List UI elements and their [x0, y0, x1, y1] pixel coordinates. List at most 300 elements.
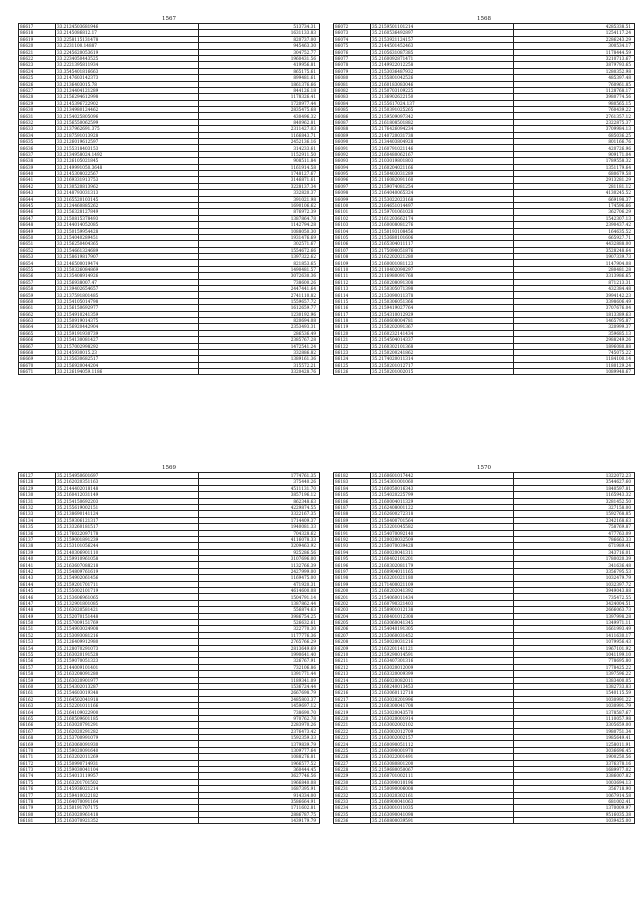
- row-id-cell: 86099: [334, 196, 371, 202]
- row-id-cell: 86647: [19, 215, 56, 221]
- code-cell: 35.2160050016343: [371, 485, 514, 491]
- row-id-cell: 86093: [334, 158, 371, 164]
- code-cell: 35.2163001011035: [371, 805, 514, 811]
- value-cell: 1088276.81: [199, 754, 320, 760]
- value-cell: 1383400.05: [514, 677, 635, 683]
- code-cell: 33.2156920442904: [56, 324, 199, 330]
- value-cell: 899481.61: [199, 75, 320, 81]
- row-id-cell: 86096: [334, 177, 371, 183]
- code-cell: 33.2154130081427: [56, 337, 199, 343]
- code-cell: 35.2160092871471: [371, 55, 514, 61]
- value-cell: 1169475.00: [199, 575, 320, 581]
- row-id-cell: 86202: [334, 600, 371, 606]
- value-cell: 1780020.39: [514, 556, 635, 562]
- code-cell: 35.2144402018148: [56, 485, 199, 491]
- code-cell: 35.2160204021166: [371, 164, 514, 170]
- row-id-cell: 86159: [19, 677, 56, 683]
- value-cell: 2427999.00: [199, 568, 320, 574]
- row-id-cell: 86639: [19, 164, 56, 170]
- code-cell: 35.2164502041918: [56, 696, 199, 702]
- row-id-cell: 86126: [334, 369, 371, 375]
- value-cell: 1280352.98: [514, 68, 635, 74]
- value-cell: 4116078.33: [199, 536, 320, 542]
- code-cell: 35.2154950601697: [56, 473, 199, 479]
- row-id-cell: 86227: [334, 760, 371, 766]
- code-cell: 35.2150400701564: [371, 517, 514, 523]
- table-row: [19, 818, 320, 824]
- value-cell: 1397998.28: [514, 613, 635, 619]
- value-cell: 1032479.79: [514, 575, 635, 581]
- row-id-cell: 86141: [19, 562, 56, 568]
- row-id-cell: 86232: [334, 792, 371, 798]
- code-cell: 35.2150202091367: [371, 324, 514, 330]
- value-cell: 3386007.82: [514, 773, 635, 779]
- row-id-cell: 86101: [334, 209, 371, 215]
- code-cell: 35.2145936021214: [56, 786, 199, 792]
- row-id-cell: 86233: [334, 798, 371, 804]
- value-cell: 1378587.67: [514, 709, 635, 715]
- row-id-cell: 86156: [19, 658, 56, 664]
- row-id-cell: 86074: [334, 36, 371, 42]
- row-id-cell: 86128: [19, 479, 56, 485]
- value-cell: 1536724.44: [199, 683, 320, 689]
- value-cell: 2283970.26: [199, 722, 320, 728]
- value-cell: 914334.00: [199, 792, 320, 798]
- data-table: [18, 472, 320, 824]
- code-cell: 35.2165304011117: [371, 241, 514, 247]
- row-id-cell: 86177: [19, 792, 56, 798]
- value-cell: 2353493.31: [199, 324, 320, 330]
- value-cell: 332886.82: [199, 349, 320, 355]
- table-title: 1570: [477, 465, 491, 471]
- value-cell: 477763.09: [514, 530, 635, 536]
- code-cell: 33.2124503681946: [56, 24, 199, 30]
- code-cell: 33.2126019612597: [56, 139, 199, 145]
- value-cell: 1003694.13: [514, 779, 635, 785]
- value-cell: 2667698.79: [199, 690, 320, 696]
- quadrant-table: [18, 15, 320, 375]
- table-title: 1568: [477, 16, 491, 22]
- code-cell: 35.2160608004781: [371, 317, 514, 323]
- row-id-cell: 86667: [19, 343, 56, 349]
- code-cell: 35.2174020011314: [371, 356, 514, 362]
- value-cell: 3320428.76: [199, 369, 320, 375]
- code-cell: 33.2150326084869: [56, 266, 199, 272]
- value-cell: 1661993.49: [514, 626, 635, 632]
- code-cell: 33.2154910241359: [56, 311, 199, 317]
- code-cell: 33.2150919014375: [56, 317, 199, 323]
- row-id-cell: 86107: [334, 247, 371, 253]
- code-cell: 33.2155318403153: [56, 145, 199, 151]
- row-id-cell: 86187: [334, 504, 371, 510]
- value-cell: 1147904.08: [514, 260, 635, 266]
- code-cell: 35.2163020191528: [56, 651, 199, 657]
- row-id-cell: 86218: [334, 703, 371, 709]
- code-cell: 35.2134403804928: [371, 139, 514, 145]
- row-id-cell: 86623: [19, 62, 56, 68]
- value-cell: 1980751.34: [514, 728, 635, 734]
- code-cell: 35.2160900041063: [371, 798, 514, 804]
- code-cell: 35.2160302101368: [371, 343, 514, 349]
- value-cell: 356718.90: [514, 786, 635, 792]
- value-cell: 3036696.45: [514, 747, 635, 753]
- value-cell: 871213.31: [514, 279, 635, 285]
- code-cell: 35.2155801042526: [371, 75, 514, 81]
- row-id-cell: 86161: [19, 690, 56, 696]
- code-cell: 33.2156550062599: [56, 119, 199, 125]
- code-cell: 35.2162020351163: [56, 479, 199, 485]
- code-cell: 35.2163208091280: [56, 671, 199, 677]
- code-cell: 33.2124460885262: [56, 202, 199, 208]
- value-cell: 3209463.92: [199, 543, 320, 549]
- row-id-cell: 86100: [334, 202, 371, 208]
- value-cell: 341636.48: [514, 562, 635, 568]
- value-cell: 3949043.88: [514, 588, 635, 594]
- row-id-cell: 86185: [334, 492, 371, 498]
- row-id-cell: 86142: [19, 568, 56, 574]
- row-id-cell: 86206: [334, 626, 371, 632]
- code-cell: 33.2234050443525: [56, 55, 199, 61]
- value-cell: 745075.22: [514, 349, 635, 355]
- code-cell: 35.2154809761619: [56, 568, 199, 574]
- row-id-cell: 86124: [334, 356, 371, 362]
- value-cell: 1554672.66: [199, 247, 320, 253]
- value-cell: 315572.21: [199, 362, 320, 368]
- row-id-cell: 86222: [334, 728, 371, 734]
- value-cell: 1931476.69: [199, 234, 320, 240]
- row-id-cell: 86225: [334, 747, 371, 753]
- row-id-cell: 86632: [19, 119, 56, 125]
- row-id-cell: 86176: [19, 786, 56, 792]
- row-id-cell: 86226: [334, 754, 371, 760]
- row-id-cell: 86078: [334, 62, 371, 68]
- code-cell: 35.2126409912980: [56, 639, 199, 645]
- value-cell: 3627746.56: [199, 773, 320, 779]
- value-cell: 1612659.77: [199, 305, 320, 311]
- code-cell: 35.2153680101606: [371, 234, 514, 240]
- code-cell: 33.2145930015.23: [56, 349, 199, 355]
- value-cell: 1165943.32: [514, 492, 635, 498]
- row-id-cell: 86120: [334, 330, 371, 336]
- row-id-cell: 86181: [19, 818, 56, 824]
- row-id-cell: 86089: [334, 132, 371, 138]
- row-id-cell: 86165: [19, 715, 56, 721]
- row-id-cell: 86219: [334, 709, 371, 715]
- code-cell: 33.2154040289451: [56, 234, 199, 240]
- row-id-cell: 86079: [334, 68, 371, 74]
- value-cell: 1180129.24: [514, 362, 635, 368]
- value-cell: 1689977.02: [514, 766, 635, 772]
- row-id-cell: 86091: [334, 145, 371, 151]
- value-cell: 2385767.28: [199, 337, 320, 343]
- row-id-cell: 86102: [334, 215, 371, 221]
- row-id-cell: 86213: [334, 671, 371, 677]
- value-cell: 1687395.91: [199, 786, 320, 792]
- value-cell: 2913281.29: [514, 177, 635, 183]
- code-cell: 35.2160904011165: [371, 568, 514, 574]
- value-cell: 945463.30: [199, 43, 320, 49]
- value-cell: 1840597.81: [514, 485, 635, 491]
- value-cell: 1379839.79: [199, 741, 320, 747]
- code-cell: 35.2153020043570: [371, 709, 514, 715]
- code-cell: 35.2160208091308: [371, 279, 514, 285]
- code-cell: 35.2160480062167: [371, 151, 514, 157]
- value-cell: 3398606.49: [514, 298, 635, 304]
- row-id-cell: 86208: [334, 639, 371, 645]
- code-cell: 33.2126105021845: [56, 158, 199, 164]
- code-cell: 35.2153060031452: [371, 632, 514, 638]
- code-cell: 35.2160790321403: [371, 600, 514, 606]
- code-cell: 35.2163407301316: [371, 658, 514, 664]
- code-cell: 35.2153090011378: [371, 292, 514, 298]
- row-id-cell: 86122: [334, 343, 371, 349]
- value-cell: 970762.78: [199, 715, 320, 721]
- code-cell: 35.2163020961418: [56, 811, 199, 817]
- value-cell: 738600.26: [199, 279, 320, 285]
- code-cell: 33.2157002998292: [56, 343, 199, 349]
- value-cell: 1439179.79: [199, 818, 320, 824]
- value-cell: 2447441.64: [199, 286, 320, 292]
- code-cell: 33.2145086812.17: [56, 30, 199, 36]
- code-cell: 33.2156150692977: [56, 305, 199, 311]
- value-cell: 1370009.97: [514, 805, 635, 811]
- row-id-cell: 86154: [19, 645, 56, 651]
- value-cell: 1592359.33: [199, 735, 320, 741]
- code-cell: 35.2160300041708: [371, 703, 514, 709]
- code-cell: 35.2163090010196: [371, 779, 514, 785]
- data-table: [333, 472, 635, 824]
- value-cell: 1540115.59: [514, 690, 635, 696]
- row-id-cell: 86621: [19, 49, 56, 55]
- row-id-cell: 86097: [334, 183, 371, 189]
- row-id-cell: 86119: [334, 324, 371, 330]
- row-id-cell: 86172: [19, 760, 56, 766]
- value-cell: 2390437.42: [514, 222, 635, 228]
- value-cell: 1748127.67: [199, 170, 320, 176]
- code-cell: 33.2130520813962: [56, 183, 199, 189]
- value-cell: 1967101.92: [514, 645, 635, 651]
- value-cell: 1349971.11: [514, 619, 635, 625]
- code-cell: 35.2144009101401: [56, 664, 199, 670]
- row-id-cell: 86144: [19, 581, 56, 587]
- row-id-cell: 86163: [19, 703, 56, 709]
- code-cell: 33.2136403015.78: [56, 81, 199, 87]
- row-id-cell: 86205: [334, 619, 371, 625]
- row-id-cell: 86135: [19, 524, 56, 530]
- code-cell: 33.2139402654657: [56, 286, 199, 292]
- row-id-cell: 86650: [19, 234, 56, 240]
- row-id-cell: 86109: [334, 260, 371, 266]
- value-cell: 2765766.29: [199, 639, 320, 645]
- value-cell: 1161914.58: [199, 164, 320, 170]
- value-cell: 1088050.30: [199, 228, 320, 234]
- code-cell: 35.2159410022182: [56, 792, 199, 798]
- code-cell: 35.2159910961058: [56, 556, 199, 562]
- row-id-cell: 86158: [19, 671, 56, 677]
- value-cell: 1041199.10: [514, 651, 635, 657]
- code-cell: 35.2153101056244: [56, 543, 199, 549]
- code-cell: 35.2154013119957: [56, 773, 199, 779]
- code-cell: 33.2258115131478: [56, 36, 199, 42]
- code-cell: 35.2150201002015: [371, 369, 514, 375]
- value-cell: 3072630.36: [199, 273, 320, 279]
- code-cell: 35.2153022023168: [371, 196, 514, 202]
- row-id-cell: 86186: [334, 498, 371, 504]
- value-cell: 391021.98: [199, 196, 320, 202]
- row-id-cell: 86637: [19, 151, 56, 157]
- code-cell: 35.2163607088218: [56, 562, 199, 568]
- value-cell: 1711602.81: [199, 805, 320, 811]
- code-cell: 35.2154903024908: [56, 626, 199, 632]
- code-cell: 35.2160509601185: [56, 715, 199, 721]
- value-cell: 2741110.82: [199, 292, 320, 298]
- row-id-cell: 86189: [334, 517, 371, 523]
- code-cell: 35.2159070051323: [56, 658, 199, 664]
- value-cell: 2452136.16: [199, 139, 320, 145]
- value-cell: 1778425.22: [514, 664, 635, 670]
- code-cell: 33.2165520103145: [56, 196, 199, 202]
- row-id-cell: 86628: [19, 94, 56, 100]
- code-cell: 35.2159680050067: [371, 766, 514, 772]
- value-cell: 821853.65: [199, 260, 320, 266]
- value-cell: 327158.00: [514, 504, 635, 510]
- row-id-cell: 86197: [334, 568, 371, 574]
- code-cell: 33.2124404121289: [56, 87, 199, 93]
- value-cell: 281181.12: [514, 183, 635, 189]
- value-cell: 2342168.63: [514, 517, 635, 523]
- code-cell: 35.2160202041392: [371, 588, 514, 594]
- code-cell: 35.2153201045582: [371, 524, 514, 530]
- value-cell: 485397.48: [514, 75, 635, 81]
- value-cell: 4130245.52: [514, 190, 635, 196]
- row-id-cell: 86198: [334, 575, 371, 581]
- value-cell: 840962.81: [199, 119, 320, 125]
- code-cell: 35.2159701061028: [371, 209, 514, 215]
- row-id-cell: 86660: [19, 298, 56, 304]
- code-cell: 33.2135408914926: [56, 273, 199, 279]
- row-id-cell: 86150: [19, 619, 56, 625]
- code-cell: 35.2116980091768: [371, 273, 514, 279]
- row-id-cell: 86084: [334, 100, 371, 106]
- code-cell: 35.2163070921352: [56, 818, 199, 824]
- quadrant-table: [333, 15, 635, 375]
- value-cell: 1030991.22: [514, 696, 635, 702]
- table-row: [334, 369, 635, 375]
- row-id-cell: 86105: [334, 234, 371, 240]
- code-cell: 35.2150403031289: [371, 170, 514, 176]
- code-cell: 33.2135630682517: [56, 356, 199, 362]
- row-id-cell: 86627: [19, 87, 56, 93]
- value-cell: 801166.76: [514, 139, 635, 145]
- row-id-cell: 86090: [334, 139, 371, 145]
- code-cell: 35.2162408001122: [371, 504, 514, 510]
- row-id-cell: 86085: [334, 107, 371, 113]
- table-title: 1569: [162, 465, 176, 471]
- code-cell: 35.2159509097342: [371, 113, 514, 119]
- value-cell: 925286.56: [199, 549, 320, 555]
- value-cell: 2988249.26: [514, 337, 635, 343]
- value-cell: 3980774.56: [514, 94, 635, 100]
- row-id-cell: 86184: [334, 485, 371, 491]
- value-cell: 758769.87: [514, 524, 635, 530]
- row-id-cell: 86203: [334, 607, 371, 613]
- row-id-cell: 86076: [334, 49, 371, 55]
- row-id-cell: 86648: [19, 222, 56, 228]
- value-cell: 1631133.83: [199, 30, 320, 36]
- code-cell: 35.2153093081216: [56, 632, 199, 638]
- value-cell: 4229874.55: [199, 504, 320, 510]
- row-id-cell: 86671: [19, 369, 56, 375]
- code-cell: 35.2116082091160: [371, 177, 514, 183]
- value-cell: 1254117.24: [514, 30, 635, 36]
- code-cell: 33.2149991050.3648: [56, 164, 199, 170]
- row-id-cell: 86196: [334, 562, 371, 568]
- row-id-cell: 86618: [19, 30, 56, 36]
- row-id-cell: 86133: [19, 511, 56, 517]
- value-cell: 3210713.67: [514, 55, 635, 61]
- code-cell: 35.2163020201996: [371, 696, 514, 702]
- row-id-cell: 86631: [19, 113, 56, 119]
- value-cell: 430496.32: [199, 113, 320, 119]
- row-id-cell: 86207: [334, 632, 371, 638]
- row-id-cell: 86104: [334, 228, 371, 234]
- code-cell: 35.2160701002111: [371, 773, 514, 779]
- code-cell: 33.2150815378493: [56, 215, 199, 221]
- code-cell: 33.2146500019474: [56, 260, 199, 266]
- row-id-cell: 86130: [19, 492, 56, 498]
- code-cell: 35.2110402090297: [371, 266, 514, 272]
- row-id-cell: 86098: [334, 190, 371, 196]
- value-cell: 732106.86: [199, 664, 320, 670]
- code-cell: 35.2160183083046: [371, 81, 514, 87]
- value-cell: 1089948.67: [514, 369, 635, 375]
- code-cell: 35.2155002101719: [56, 588, 199, 594]
- value-cell: 1397322.62: [199, 254, 320, 260]
- code-cell: 35.2150305071398: [371, 286, 514, 292]
- value-cell: 778695.80: [514, 658, 635, 664]
- row-id-cell: 86145: [19, 588, 56, 594]
- row-id-cell: 86123: [334, 349, 371, 355]
- code-cell: 33.2148793031313: [56, 190, 199, 196]
- code-cell: 35.2164651014497: [371, 202, 514, 208]
- code-cell: 33.2150159954428: [56, 228, 199, 234]
- code-cell: 33.2144014052085: [56, 222, 199, 228]
- value-cell: 760439.22: [514, 107, 635, 113]
- value-cell: 1960431.56: [199, 55, 320, 61]
- value-cell: 1178444.59: [514, 49, 635, 55]
- code-cell: 35.2160004011329: [371, 498, 514, 504]
- value-cell: 322770.30: [199, 626, 320, 632]
- value-cell: 360444.45: [199, 766, 320, 772]
- row-id-cell: 86180: [19, 811, 56, 817]
- code-cell: 35.2160536492897: [371, 30, 514, 36]
- code-cell: 35.2163080801200: [371, 760, 514, 766]
- code-cell: 35.2159419027764: [371, 305, 514, 311]
- code-cell: 35.2138690141124: [56, 511, 199, 517]
- row-id-cell: 86174: [19, 773, 56, 779]
- row-id-cell: 86094: [334, 164, 371, 170]
- value-cell: 909171.04: [514, 151, 635, 157]
- value-cell: 1389161.36: [199, 356, 320, 362]
- code-cell: 35.2163002002102: [371, 722, 514, 728]
- code-cell: 35.2136902622150: [371, 94, 514, 100]
- row-id-cell: 86642: [19, 183, 56, 189]
- code-cell: 33.2154025805096: [56, 113, 199, 119]
- value-cell: 3707676.04: [514, 305, 635, 311]
- code-cell: 35.2162202021280: [371, 254, 514, 260]
- value-cell: 513734.31: [199, 24, 320, 30]
- value-cell: 738690.70: [199, 709, 320, 715]
